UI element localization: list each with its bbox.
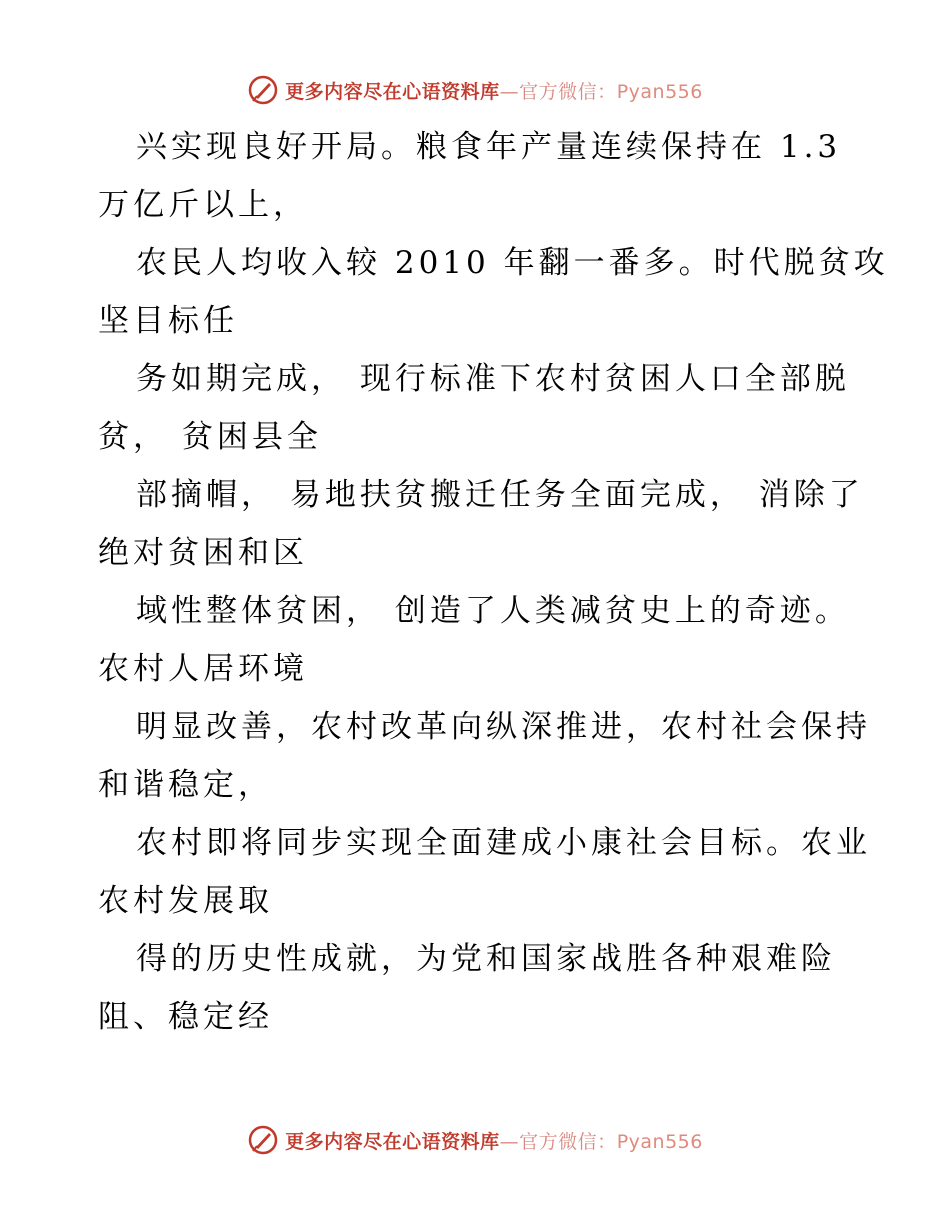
text-line: 绝对贫困和区	[98, 535, 308, 571]
text-line: 兴实现良好开局。粮食年产量连续保持在 1.3	[136, 129, 842, 165]
text-line: 部摘帽， 易地扶贫搬迁任务全面完成， 消除了	[136, 477, 864, 513]
text-line: 坚目标任	[98, 303, 238, 339]
document-body	[98, 118, 889, 1046]
text-line: 农村即将同步实现全面建成小康社会目标。农业	[136, 825, 871, 861]
footer-banner	[0, 1120, 950, 1160]
text-line: 和谐稳定，	[98, 767, 273, 803]
quill-logo-icon	[247, 1124, 279, 1156]
footer-wechat-id: Pyan556	[616, 1130, 703, 1153]
header-dash: —	[499, 80, 520, 103]
header-banner	[0, 70, 950, 110]
text-line: 贫， 贫困县全	[98, 419, 322, 455]
footer-wechat-label: 官方微信：	[519, 1130, 617, 1153]
text-line: 域性整体贫困， 创造了人类减贫史上的奇迹。	[136, 593, 850, 629]
text-line: 农村发展取	[98, 883, 273, 919]
quill-logo-icon	[247, 74, 279, 106]
text-line: 万亿斤以上，	[98, 187, 308, 223]
text-line: 农村人居环境	[98, 651, 308, 687]
header-title: 更多内容尽在心语资料库	[285, 80, 500, 103]
text-line: 明显改善，农村改革向纵深推进，农村社会保持	[136, 709, 871, 745]
header-wechat-label: 官方微信：	[519, 80, 617, 103]
text-line: 阻、稳定经	[98, 999, 273, 1035]
header-wechat-id: Pyan556	[616, 80, 703, 103]
footer-dash: —	[499, 1130, 520, 1153]
footer-title: 更多内容尽在心语资料库	[285, 1130, 500, 1153]
text-line: 务如期完成， 现行标准下农村贫困人口全部脱	[136, 361, 850, 397]
text-line: 农民人均收入较 2010 年翻一番多。时代脱贫攻	[136, 245, 889, 281]
text-line: 得的历史性成就，为党和国家战胜各种艰难险	[136, 941, 836, 977]
